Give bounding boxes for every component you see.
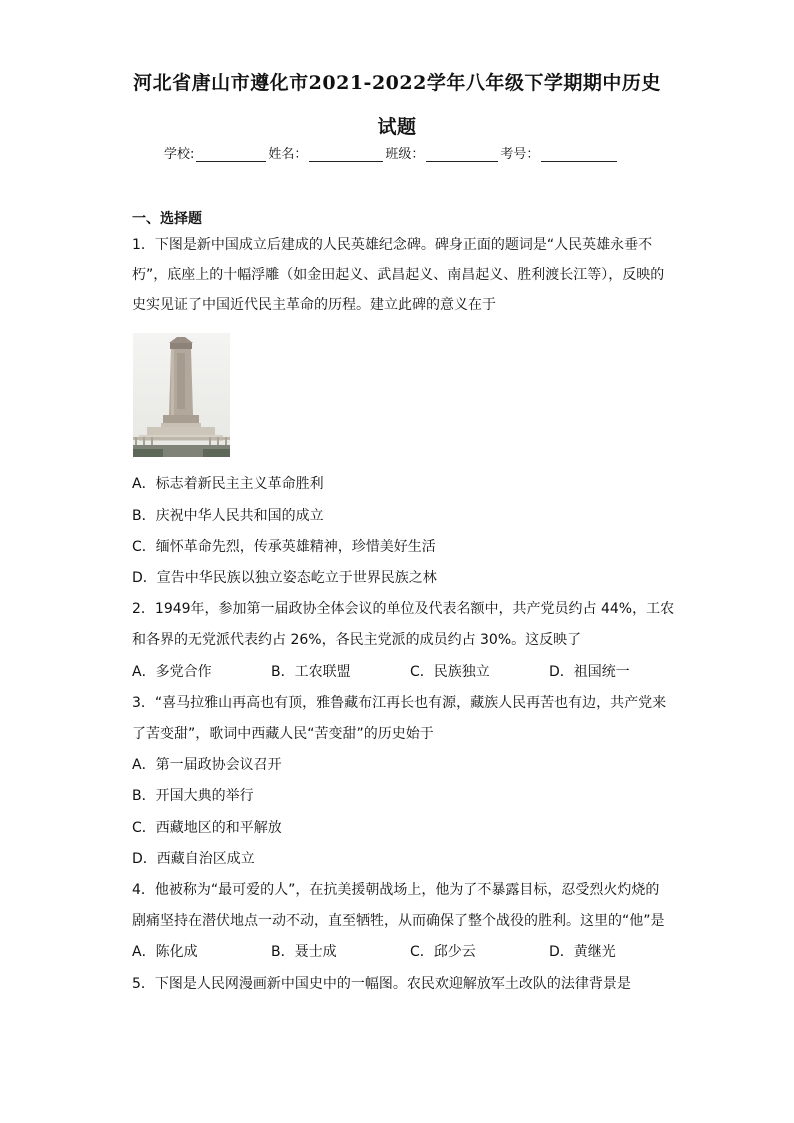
q4-option-b: B．聂士成 <box>271 944 337 960</box>
class-blank <box>426 147 498 162</box>
class-label: 班级： <box>385 147 425 162</box>
q1-stem-line3: 史实见证了中国近代民主革命的历程。建立此碑的意义在于 <box>132 297 496 313</box>
section-heading: 一、选择题 <box>132 211 202 227</box>
q1-option-a: A．标志着新民主主义革命胜利 <box>132 476 324 492</box>
name-label: 姓名： <box>268 147 308 162</box>
q2-stem-line1: 2．1949年，参加第一届政协全体会议的单位及代表名额中，共产党员约占 44%，工农 <box>132 601 675 617</box>
school-label: 学校: <box>164 147 195 162</box>
q1-option-c: C．缅怀革命先烈，传承英雄精神，珍惜美好生活 <box>132 539 436 555</box>
q1-option-d: D．宣告中华民族以独立姿态屹立于世界民族之林 <box>132 570 437 586</box>
q4-options-row <box>132 941 616 961</box>
q2-options-row <box>132 661 630 681</box>
exam-no-blank <box>541 147 617 162</box>
q1-stem-line1: 1．下图是新中国成立后建成的人民英雄纪念碑。碑身正面的题词是“人民英雄永垂不 <box>132 237 653 253</box>
q2-option-b: B．工农联盟 <box>271 664 351 680</box>
q3-stem-line2: 了苦变甜”，歌词中西藏人民“苦变甜”的历史始于 <box>132 726 434 742</box>
q4-stem-line2: 剧痛坚持在潜伏地点一动不动，直至牺牲，从而确保了整个战役的胜利。这里的“他”是 <box>132 913 665 929</box>
q4-stem-line1: 4．他被称为“最可爱的人”，在抗美援朝战场上，他为了不暴露目标，忍受烈火灼烧的 <box>132 882 660 898</box>
document-title-line2: 试题 <box>377 116 417 138</box>
school-blank <box>196 147 266 162</box>
monument-photo <box>133 333 230 457</box>
q1-stem-line2: 朽”，底座上的十幅浮雕（如金田起义、武昌起义、南昌起义、胜利渡长江等），反映的 <box>132 267 665 283</box>
document-title-line1: 河北省唐山市遵化市2021-2022学年八年级下学期期中历史 <box>133 72 661 94</box>
q2-option-a: A．多党合作 <box>132 664 212 680</box>
q2-option-d: D．祖国统一 <box>549 664 630 680</box>
q3-stem-line1: 3．“喜马拉雅山再高也有顶，雅鲁藏布江再长也有源，藏族人民再苦也有边，共产党来 <box>132 695 667 711</box>
q4-option-a: A．陈化成 <box>132 944 198 960</box>
q5-stem-line1: 5．下图是人民网漫画新中国史中的一幅图。农民欢迎解放军土改队的法律背景是 <box>132 976 631 992</box>
student-info-row <box>164 143 619 162</box>
q2-stem-line2: 和各界的无党派代表约占 26%，各民主党派的成员约占 30%。这反映了 <box>132 632 582 648</box>
q4-option-c: C．邱少云 <box>410 944 476 960</box>
q1-option-b: B．庆祝中华人民共和国的成立 <box>132 508 324 524</box>
q3-option-c: C．西藏地区的和平解放 <box>132 820 282 836</box>
q3-option-d: D．西藏自治区成立 <box>132 851 255 867</box>
q3-option-a: A．第一届政协会议召开 <box>132 757 282 773</box>
q4-option-d: D．黄继光 <box>549 944 616 960</box>
q3-option-b: B．开国大典的举行 <box>132 788 254 804</box>
name-blank <box>309 147 383 162</box>
q2-option-c: C．民族独立 <box>410 664 490 680</box>
exam-no-label: 考号： <box>500 147 540 162</box>
